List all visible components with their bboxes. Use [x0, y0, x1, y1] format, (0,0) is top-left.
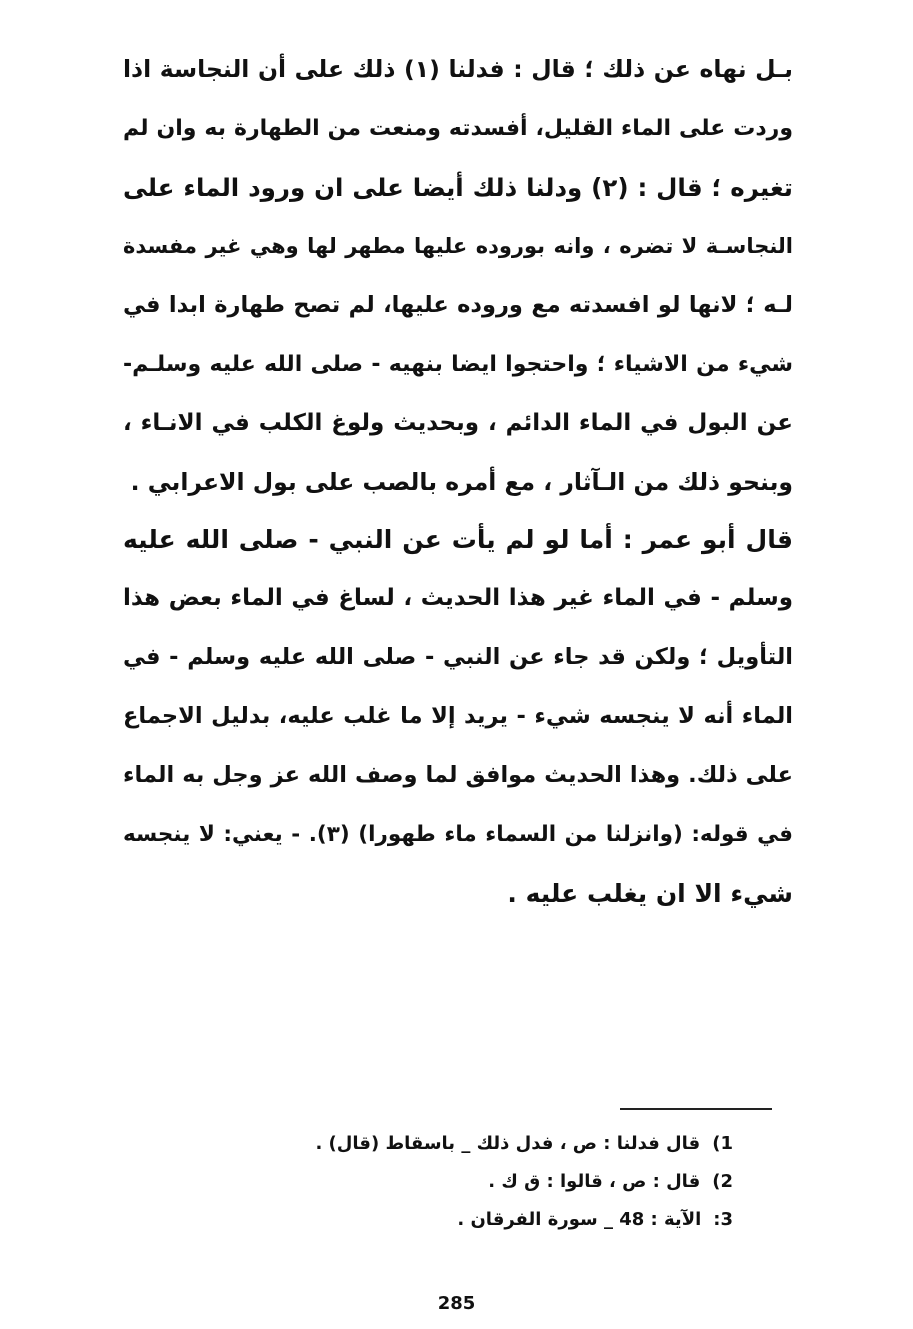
- text-line: وردت على الماء القليل، أفسدته ومنعت من الطهارة به وان لم: [123, 116, 793, 141]
- text-line: النجاسـة لا تضره ، وانه بوروده عليها مطهر لها وهي غير مفسدة: [123, 234, 793, 258]
- footnote-1: [283, 1125, 733, 1163]
- footnote-text: قال : ص ، قالوا : ق ك .: [488, 1171, 701, 1192]
- paragraph-1: [123, 40, 793, 512]
- text-line: تغيره ؛ قال : (٢) ودلنا ذلك أيضا على ان ورود الماء على: [123, 173, 793, 202]
- footnote-number: 3:: [713, 1209, 733, 1230]
- text-line: وسلم - في الماء غير هذا الحديث ، لساغ في الماء بعض هذا: [123, 585, 793, 611]
- text-line: قال أبو عمر : أما لو لم يأت عن النبي - صلى الله عليه: [123, 525, 793, 554]
- page-number: 285: [437, 1293, 476, 1314]
- footnotes: [283, 1125, 733, 1239]
- footnote-2: [283, 1163, 733, 1201]
- footnote-3: [283, 1201, 733, 1239]
- text-line: عن البول في الماء الدائم ، وبحديث ولوغ الكلب في الانـاء ،: [123, 410, 793, 436]
- text-line: وبنحو ذلك من الـآثار ، مع أمره بالصب على بول الاعرابي .: [130, 468, 793, 496]
- text-line: شيء من الاشياء ؛ واحتجوا ايضا بنهيه - صلى الله عليه وسلـم-: [123, 352, 793, 377]
- footnote-number: 2): [712, 1171, 733, 1192]
- text-line: التأويل ؛ ولكن قد جاء عن النبي - صلى الله عليه وسلم - في: [123, 644, 793, 670]
- paragraph-2: [123, 510, 793, 923]
- footnote-text: قال فدلنا : ص ، فدل ذلك _ باسقاط (قال) .: [315, 1133, 701, 1154]
- text-line: لـه ؛ لانها لو افسدته مع وروده عليها، لم تصح طهارة ابدا في: [123, 292, 793, 318]
- text-line: بـل نهاه عن ذلك ؛ قال : فدلنا (١) ذلك على أن النجاسة اذا: [123, 55, 793, 83]
- text-line: شيء الا ان يغلب عليه .: [507, 879, 793, 908]
- text-line: الماء أنه لا ينجسه شيء - يريد إلا ما غلب عليه، بدليل الاجماع: [123, 703, 793, 729]
- text-line: على ذلك. وهذا الحديث موافق لما وصف الله عز وجل به الماء: [123, 762, 793, 788]
- text-line: في قوله: (وانزلنا من السماء ماء طهورا) (٣). - يعني: لا ينجسه: [123, 822, 793, 847]
- footnote-separator: [620, 1108, 772, 1110]
- footnote-number: 1): [712, 1133, 733, 1154]
- footnote-text: الآية : 48 _ سورة الفرقان .: [457, 1209, 702, 1230]
